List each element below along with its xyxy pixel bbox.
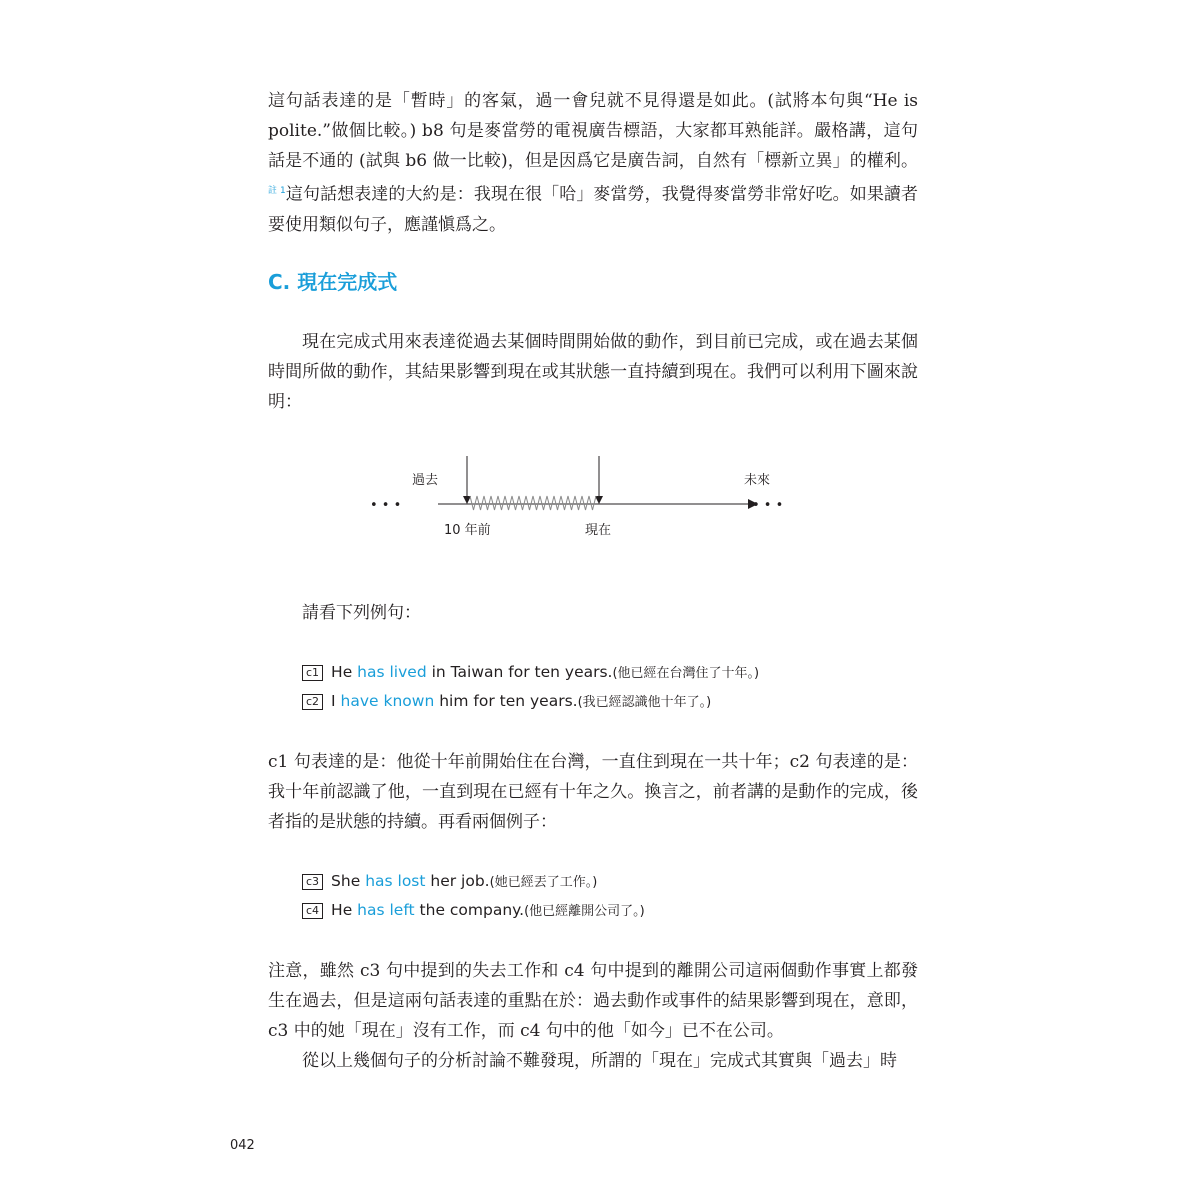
- example-sentence: [302, 868, 597, 896]
- paragraph-intro: [268, 86, 918, 240]
- paragraph-definition: 現在完成式用來表達從過去某個時間開始做的動作，到目前已完成，或在過去某個時間所做的動作，其結果影響到現在或其狀態一直持續到現在。我們可以利用下圖來說明：: [268, 332, 918, 412]
- paragraph-intro-text-b: 這句話想表達的大約是：我現在很「哈」麥當勞，我覺得麥當勞非常好吃。如果讀者要使用類似句子，應謹愼爲之。: [268, 184, 918, 235]
- example-subject: He: [331, 663, 358, 681]
- paragraph-note: 注意，雖然 c3 句中提到的失去工作和 c4 句中提到的離開公司這兩個動作事實上都發生在過去，但是這兩句話表達的重點在於：過去動作或事件的結果影響到現在，意即，c3 中的她「現在」沒有工作，而 c4 句中的他「如今」已不在公司。: [268, 961, 918, 1041]
- example-verb: has left: [357, 901, 415, 919]
- example-rest: the company.: [414, 901, 525, 919]
- example-sentence: [302, 688, 711, 716]
- example-translation: (他已經在台灣住了十年。): [612, 666, 760, 681]
- timeline-diagram: [360, 450, 820, 550]
- example-label: c4: [302, 903, 323, 919]
- paragraph-conclusion: 從以上幾個句子的分析討論不難發現，所謂的「現在」完成式其實與「過去」時: [302, 1051, 897, 1071]
- example-verb: has lost: [365, 872, 426, 890]
- timeline-dots-left: • • •: [370, 498, 402, 513]
- paragraph-examples-intro: 請看下列例句：: [302, 603, 421, 623]
- label-ten-years-ago: 10 年前: [444, 523, 491, 538]
- section-heading: C. 現在完成式: [268, 270, 398, 294]
- example-subject: She: [331, 872, 366, 890]
- label-now: 現在: [585, 523, 612, 538]
- example-translation: (她已經丟了工作。): [489, 875, 598, 890]
- label-future: 未來: [744, 473, 771, 488]
- example-label: c1: [302, 665, 323, 681]
- example-translation: (他已經離開公司了。): [524, 904, 645, 919]
- example-subject: I: [331, 692, 341, 710]
- label-past: 過去: [412, 473, 439, 488]
- example-verb: have known: [340, 692, 435, 710]
- example-subject: He: [331, 901, 358, 919]
- paragraph-intro-text-a: 這句話表達的是「暫時」的客氣，過一會兒就不見得還是如此。(試將本句與“He is polite.”做個比較。) b8 句是麥當勞的電視廣告標語，大家都耳熟能詳。嚴格講，這句話是不通的 (試與 b6 做一比較)，但是因爲它是廣告詞，自然有「標新立異」的權利。: [268, 91, 918, 171]
- page-number: 042: [230, 1138, 255, 1153]
- example-sentence: [302, 659, 759, 687]
- example-translation: (我已經認識他十年了。): [577, 695, 712, 710]
- paragraph-analysis: c1 句表達的是：他從十年前開始住在台灣，一直住到現在一共十年；c2 句表達的是：我十年前認識了他，一直到現在已經有十年之久。換言之，前者講的是動作的完成，後者指的是狀態的持續。再看兩個例子：: [268, 752, 918, 832]
- example-sentence: [302, 897, 645, 925]
- footnote-marker: 註 1: [268, 186, 286, 196]
- example-label: c2: [302, 694, 323, 710]
- example-rest: in Taiwan for ten years.: [426, 663, 613, 681]
- example-verb: has lived: [357, 663, 427, 681]
- example-rest: her job.: [425, 872, 490, 890]
- timeline-dots-right: • • •: [752, 498, 784, 513]
- example-label: c3: [302, 874, 323, 890]
- example-rest: him for ten years.: [434, 692, 578, 710]
- duration-zigzag: [470, 496, 596, 510]
